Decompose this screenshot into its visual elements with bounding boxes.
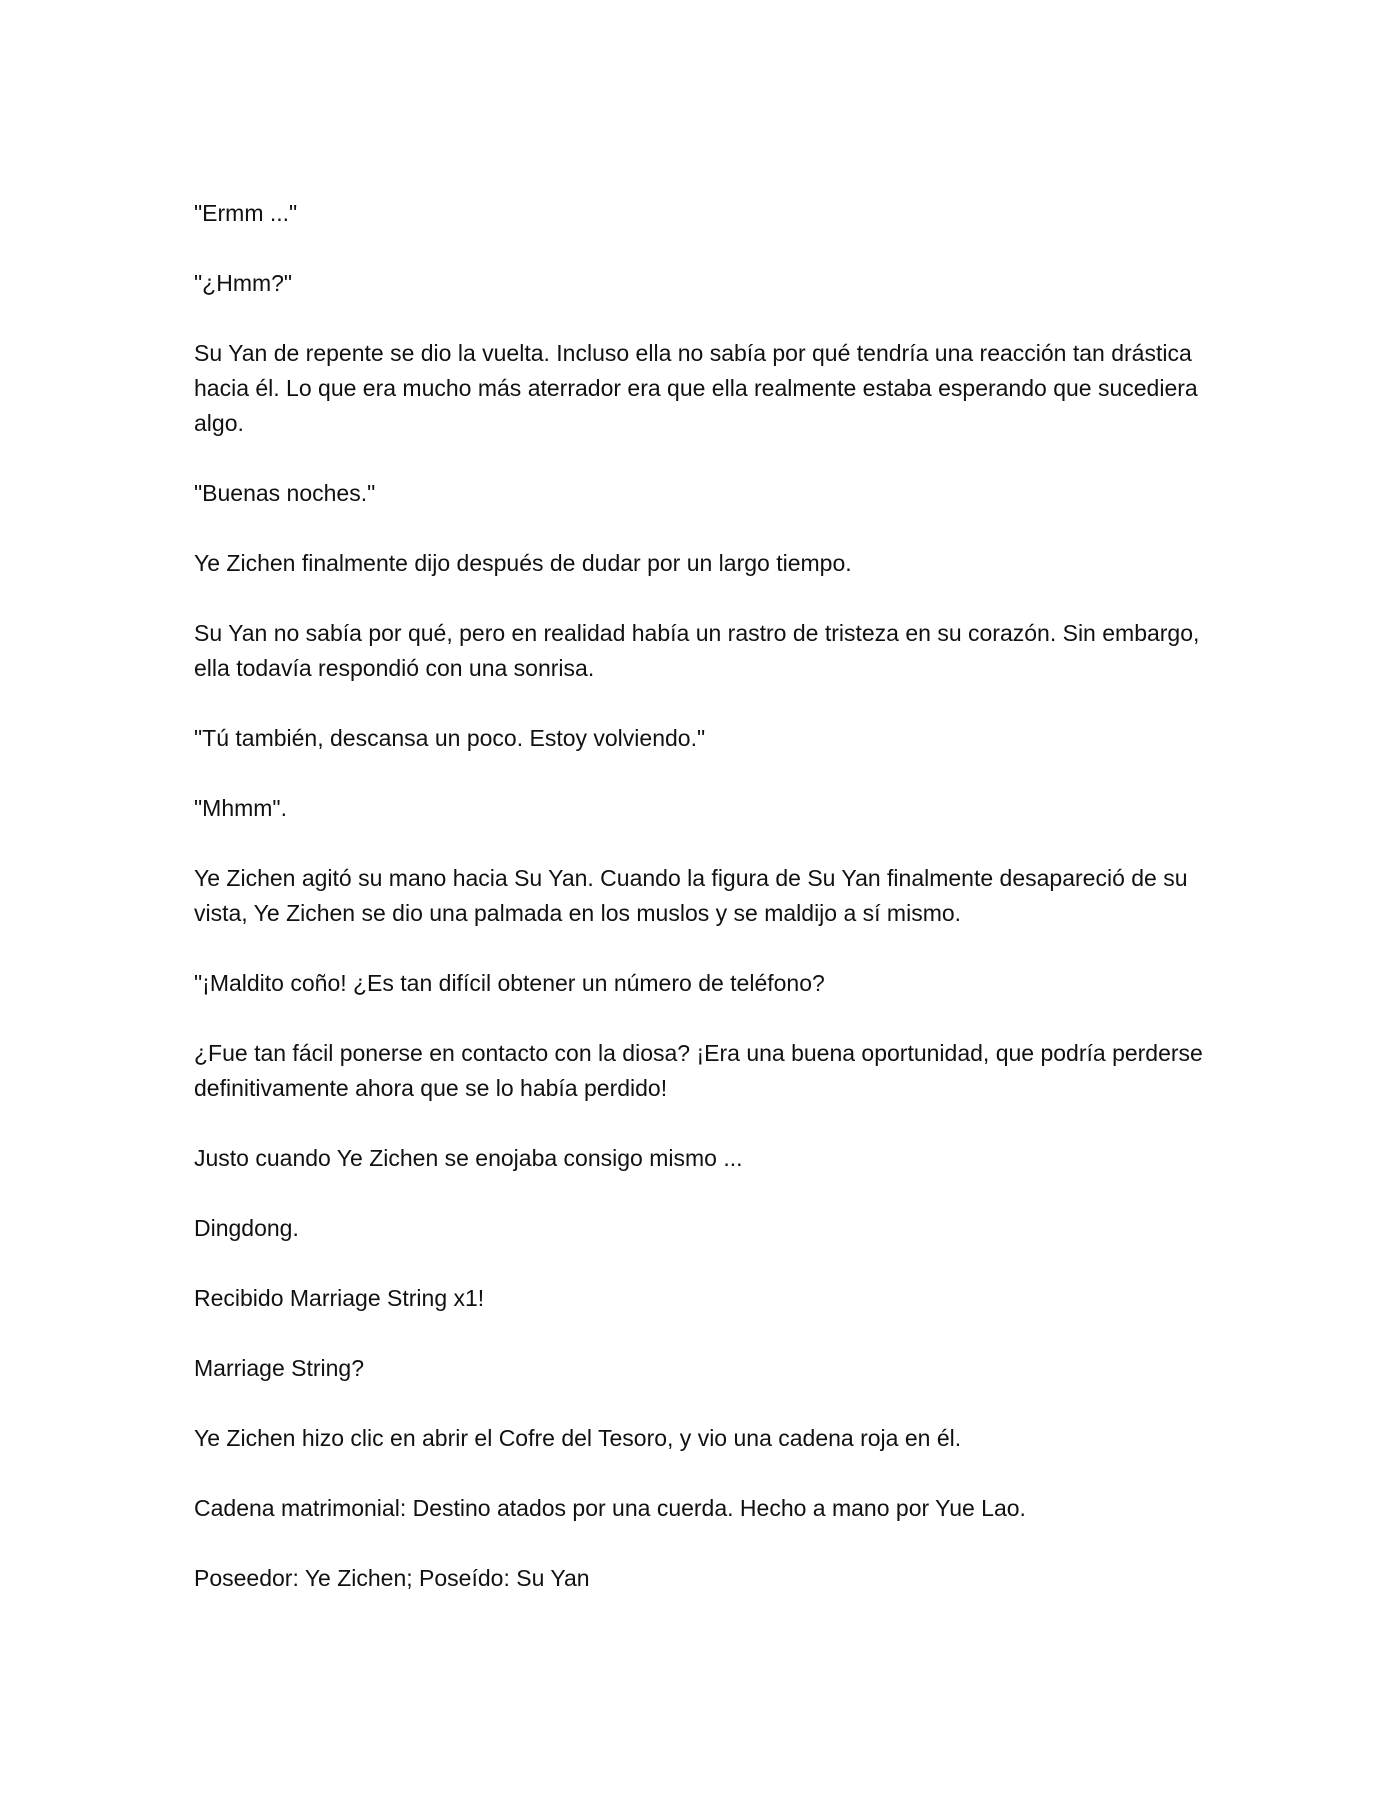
paragraph: "Mhmm". <box>194 795 287 821</box>
paragraph: Ye Zichen agitó su mano hacia Su Yan. Cuando la figura de Su Yan finalmente desapareció de su vista, Ye Zichen se dio una palmada en los muslos y se maldijo a sí mismo. <box>194 865 1188 926</box>
paragraph: Poseedor: Ye Zichen; Poseído: Su Yan <box>194 1565 590 1591</box>
paragraph: Cadena matrimonial: Destino atados por una cuerda. Hecho a mano por Yue Lao. <box>194 1495 1026 1521</box>
paragraph: "Buenas noches." <box>194 480 376 506</box>
paragraph: Ye Zichen finalmente dijo después de dudar por un largo tiempo. <box>194 550 852 576</box>
paragraph: Recibido Marriage String x1! <box>194 1285 485 1311</box>
document-body <box>194 196 1204 1631</box>
paragraph: Su Yan de repente se dio la vuelta. Incluso ella no sabía por qué tendría una reacción tan drástica hacia él. Lo que era mucho más aterrador era que ella realmente estaba esperando que sucediera algo. <box>194 340 1198 436</box>
paragraph: Su Yan no sabía por qué, pero en realidad había un rastro de tristeza en su corazón. Sin embargo, ella todavía respondió con una sonrisa. <box>194 620 1200 681</box>
paragraph: Marriage String? <box>194 1355 365 1381</box>
paragraph: "¿Hmm?" <box>194 270 293 296</box>
paragraph: ¿Fue tan fácil ponerse en contacto con la diosa? ¡Era una buena oportunidad, que podría perderse definitivamente ahora que se lo había perdido! <box>194 1040 1203 1101</box>
paragraph: Dingdong. <box>194 1215 299 1241</box>
paragraph: "Tú también, descansa un poco. Estoy volviendo." <box>194 725 706 751</box>
paragraph: "Ermm ..." <box>194 200 298 226</box>
paragraph: "¡Maldito coño! ¿Es tan difícil obtener un número de teléfono? <box>194 970 825 996</box>
paragraph: Justo cuando Ye Zichen se enojaba consigo mismo ... <box>194 1145 743 1171</box>
paragraph: Ye Zichen hizo clic en abrir el Cofre del Tesoro, y vio una cadena roja en él. <box>194 1425 962 1451</box>
